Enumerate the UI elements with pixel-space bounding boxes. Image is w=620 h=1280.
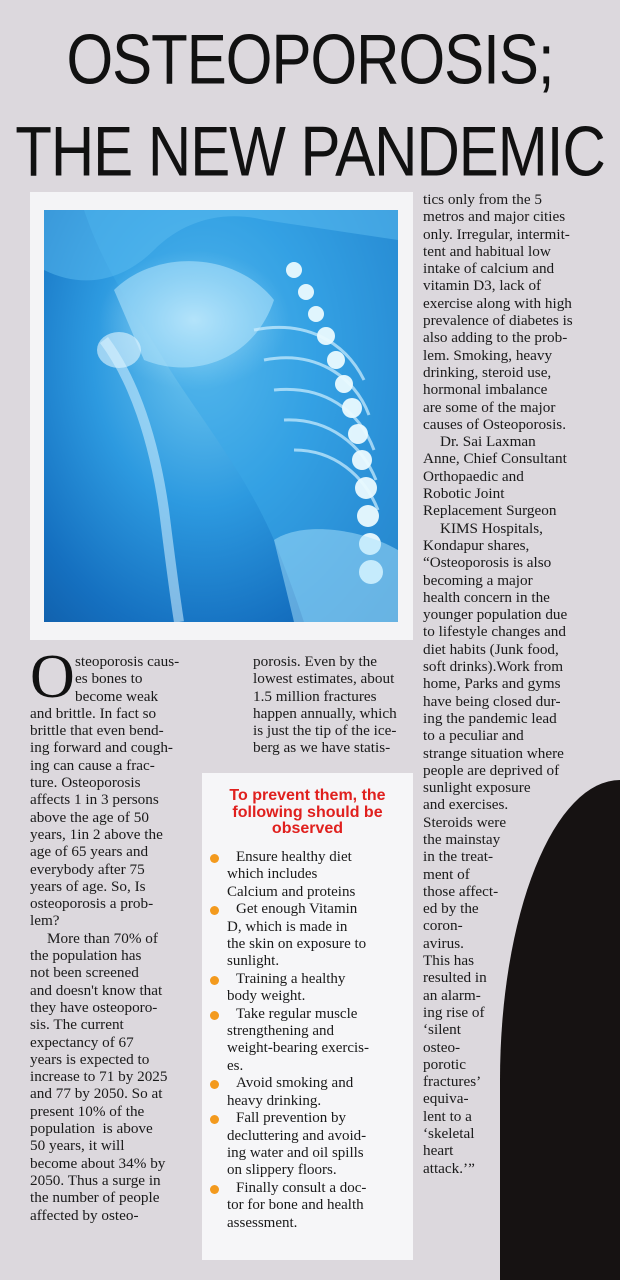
text-line: tent and habitual low (423, 242, 551, 260)
text-line: Kondapur shares, (423, 536, 530, 554)
bullet-dot-icon (210, 1185, 219, 1194)
text-line: is just the tip of the ice- (253, 722, 397, 740)
text-line: osteoporosis a prob- (30, 895, 154, 913)
text-line: affects 1 in 3 persons (30, 791, 159, 809)
bullet-text-line: body weight. (227, 988, 306, 1005)
text-line: drinking, steroid use, (423, 363, 552, 381)
bullet-text-line: Calcium and proteins (227, 883, 356, 900)
text-line: hormonal imbalance (423, 381, 548, 399)
text-line: equiva- (423, 1090, 469, 1108)
bullet-text-line: tor for bone and health (227, 1197, 364, 1214)
text-line: becoming a major (423, 571, 533, 589)
text-line: metros and major cities (423, 208, 566, 226)
bullet-text-line: the skin on exposure to (227, 936, 367, 953)
text-line: younger population due (423, 606, 568, 624)
headline-line-2: THE NEW PANDEMIC (15, 111, 605, 191)
text-line: vitamin D3, lack of (423, 277, 542, 295)
text-line: 1.5 million fractures (253, 687, 377, 705)
text-line: KIMS Hospitals, (440, 519, 543, 537)
text-line: es bones to (75, 670, 143, 688)
article-column-2 (253, 653, 397, 757)
bullet-text-line: assessment. (227, 1214, 298, 1231)
text-line: fractures’ (423, 1073, 482, 1091)
box-heading-line: observed (271, 820, 344, 837)
text-line: Steroids were (423, 813, 507, 831)
text-line: ment of (423, 865, 470, 883)
text-line: affected by osteo- (30, 1206, 139, 1224)
bullet-text-line: strengthening and (227, 1023, 335, 1040)
text-line: ed by the (423, 900, 479, 918)
text-line: health concern in the (423, 588, 550, 606)
text-line: ing can cause a frac- (30, 756, 155, 774)
prevention-list-item (210, 1006, 410, 1076)
text-line: soft drinks).Work from (423, 658, 564, 676)
bullet-text-line: decluttering and avoid- (227, 1127, 367, 1144)
bullet-text-line: Ensure healthy diet (236, 849, 352, 865)
text-line: and doesn't know that (30, 981, 163, 999)
text-line: and brittle. In fact so (30, 704, 157, 722)
text-line: ‘silent (423, 1021, 461, 1039)
text-line: everybody after 75 (30, 860, 145, 878)
bullet-dot-icon (210, 976, 219, 985)
text-line: in the treat- (423, 848, 493, 866)
text-line: sis. The current (30, 1016, 124, 1034)
article-column-1 (30, 653, 180, 1224)
text-line: are some of the major (423, 398, 556, 416)
text-line: they have osteoporo- (30, 998, 158, 1016)
prevention-list-item (210, 1180, 410, 1232)
text-line: an alarm- (423, 986, 481, 1004)
bullet-text-line: which includes (227, 866, 318, 883)
bullet-text-line: Training a healthy (236, 970, 346, 987)
text-line: Anne, Chief Consultant (423, 450, 567, 468)
prevention-list-item (210, 901, 410, 971)
box-heading-line: To prevent them, the (229, 787, 386, 804)
text-line: coron- (423, 917, 463, 935)
bullet-dot-icon (210, 854, 219, 863)
text-line: steoporosis caus- (75, 653, 180, 670)
bullet-text-line: on slippery floors. (227, 1162, 337, 1179)
bullet-text-line: Get enough Vitamin (236, 901, 358, 918)
text-line: lem? (30, 912, 60, 930)
drop-cap: O (30, 643, 75, 711)
text-line: lent to a (423, 1107, 472, 1125)
text-line: the mainstay (423, 830, 501, 848)
text-line: not been screened (30, 964, 139, 982)
bullet-text-line: sunlight. (227, 953, 280, 970)
text-line: population is above (30, 1120, 153, 1138)
text-line: strange situation where (423, 744, 564, 762)
text-line: years of age. So, Is (30, 877, 146, 895)
text-line: berg as we have statis- (253, 739, 391, 757)
text-line: lowest estimates, about (253, 670, 395, 688)
text-line: and 77 by 2050. So at (30, 1085, 163, 1103)
text-line: Orthopaedic and (423, 467, 524, 485)
prevention-list-item (210, 1075, 410, 1110)
skeleton-illustration (44, 210, 398, 622)
text-line: ing rise of (423, 1003, 485, 1021)
text-line: 2050. Thus a surge in (30, 1171, 161, 1189)
text-line: Replacement Surgeon (423, 502, 557, 520)
text-line: become weak (75, 687, 159, 705)
text-line: porosis. Even by the (253, 653, 378, 670)
prevention-list-item (210, 1110, 410, 1180)
bullet-text-line: ing water and oil spills (227, 1144, 364, 1161)
text-line: have being closed dur- (423, 692, 561, 710)
bullet-text-line: weight-bearing exercis- (227, 1040, 370, 1057)
text-line: exercise along with high (423, 294, 572, 312)
text-line: age of 65 years and (30, 843, 149, 861)
text-line: and exercises. (423, 796, 509, 814)
bullet-text-line: D, which is made in (227, 918, 348, 935)
text-line: avirus. (423, 934, 464, 952)
text-line: Dr. Sai Laxman (440, 433, 536, 451)
text-line: home, Parks and gyms (423, 675, 561, 693)
headline-line-1: OSTEOPOROSIS; (66, 19, 554, 99)
text-line: ture. Osteoporosis (30, 774, 141, 792)
bullet-text-line: Finally consult a doc- (236, 1179, 367, 1196)
box-heading-line: following should be (232, 803, 383, 821)
prevention-list-item (210, 849, 410, 901)
text-line: increase to 71 by 2025 (30, 1068, 168, 1086)
text-line: 50 years, it will (30, 1137, 125, 1155)
text-line: the population has (30, 947, 142, 965)
text-line: Robotic Joint (423, 485, 505, 503)
text-line: expectancy of 67 (30, 1033, 134, 1051)
text-line: resulted in (423, 969, 487, 987)
text-line: brittle that even bend- (30, 722, 164, 740)
text-line: above the age of 50 (30, 808, 149, 826)
headline (0, 14, 620, 198)
bullet-dot-icon (210, 1011, 219, 1020)
text-line: porotic (423, 1055, 467, 1073)
prevention-box-heading (202, 788, 413, 838)
text-line: attack.’” (423, 1159, 475, 1177)
prevention-list-item (210, 971, 410, 1006)
text-line: tics only from the 5 (423, 191, 542, 208)
bullet-text-line: Take regular muscle (236, 1005, 358, 1022)
text-line: prevalence of diabetes is (423, 312, 573, 330)
text-line: More than 70% of (47, 929, 158, 947)
text-line: “Osteoporosis is also (423, 554, 552, 572)
text-line: only. Irregular, intermit- (423, 225, 570, 243)
text-line: diet habits (Junk food, (423, 640, 559, 658)
text-line: ‘skeletal (423, 1125, 475, 1143)
bullet-text-line: heavy drinking. (227, 1092, 322, 1109)
text-line: ing the pandemic lead (423, 709, 557, 727)
text-line: to a peculiar and (423, 727, 524, 745)
text-line: the number of people (30, 1189, 160, 1207)
prevention-list (210, 849, 410, 1232)
bullet-text-line: Fall prevention by (236, 1110, 346, 1127)
text-line: to lifestyle changes and (423, 623, 566, 641)
text-line: happen annually, which (253, 704, 397, 722)
text-line: sunlight exposure (423, 779, 531, 797)
text-line: years is expected to (30, 1050, 150, 1068)
bullet-text-line: Avoid smoking and (236, 1075, 354, 1092)
photo-frame (30, 192, 413, 640)
text-line: This has (423, 952, 475, 970)
text-line: causes of Osteoporosis. (423, 415, 566, 433)
text-line: osteo- (423, 1038, 461, 1056)
text-line: those affect- (423, 882, 499, 900)
text-line: become about 34% by (30, 1154, 166, 1172)
text-line: present 10% of the (30, 1102, 145, 1120)
spine-xray-image (44, 210, 398, 622)
text-line: heart (423, 1142, 454, 1160)
text-line: lem. Smoking, heavy (423, 346, 553, 364)
text-line: also adding to the prob- (423, 329, 568, 347)
text-line: people are deprived of (423, 761, 560, 779)
text-line: intake of calcium and (423, 260, 555, 278)
text-line: years, 1in 2 above the (30, 825, 163, 843)
bullet-text-line: es. (227, 1057, 244, 1074)
text-line: ing forward and cough- (30, 739, 173, 757)
